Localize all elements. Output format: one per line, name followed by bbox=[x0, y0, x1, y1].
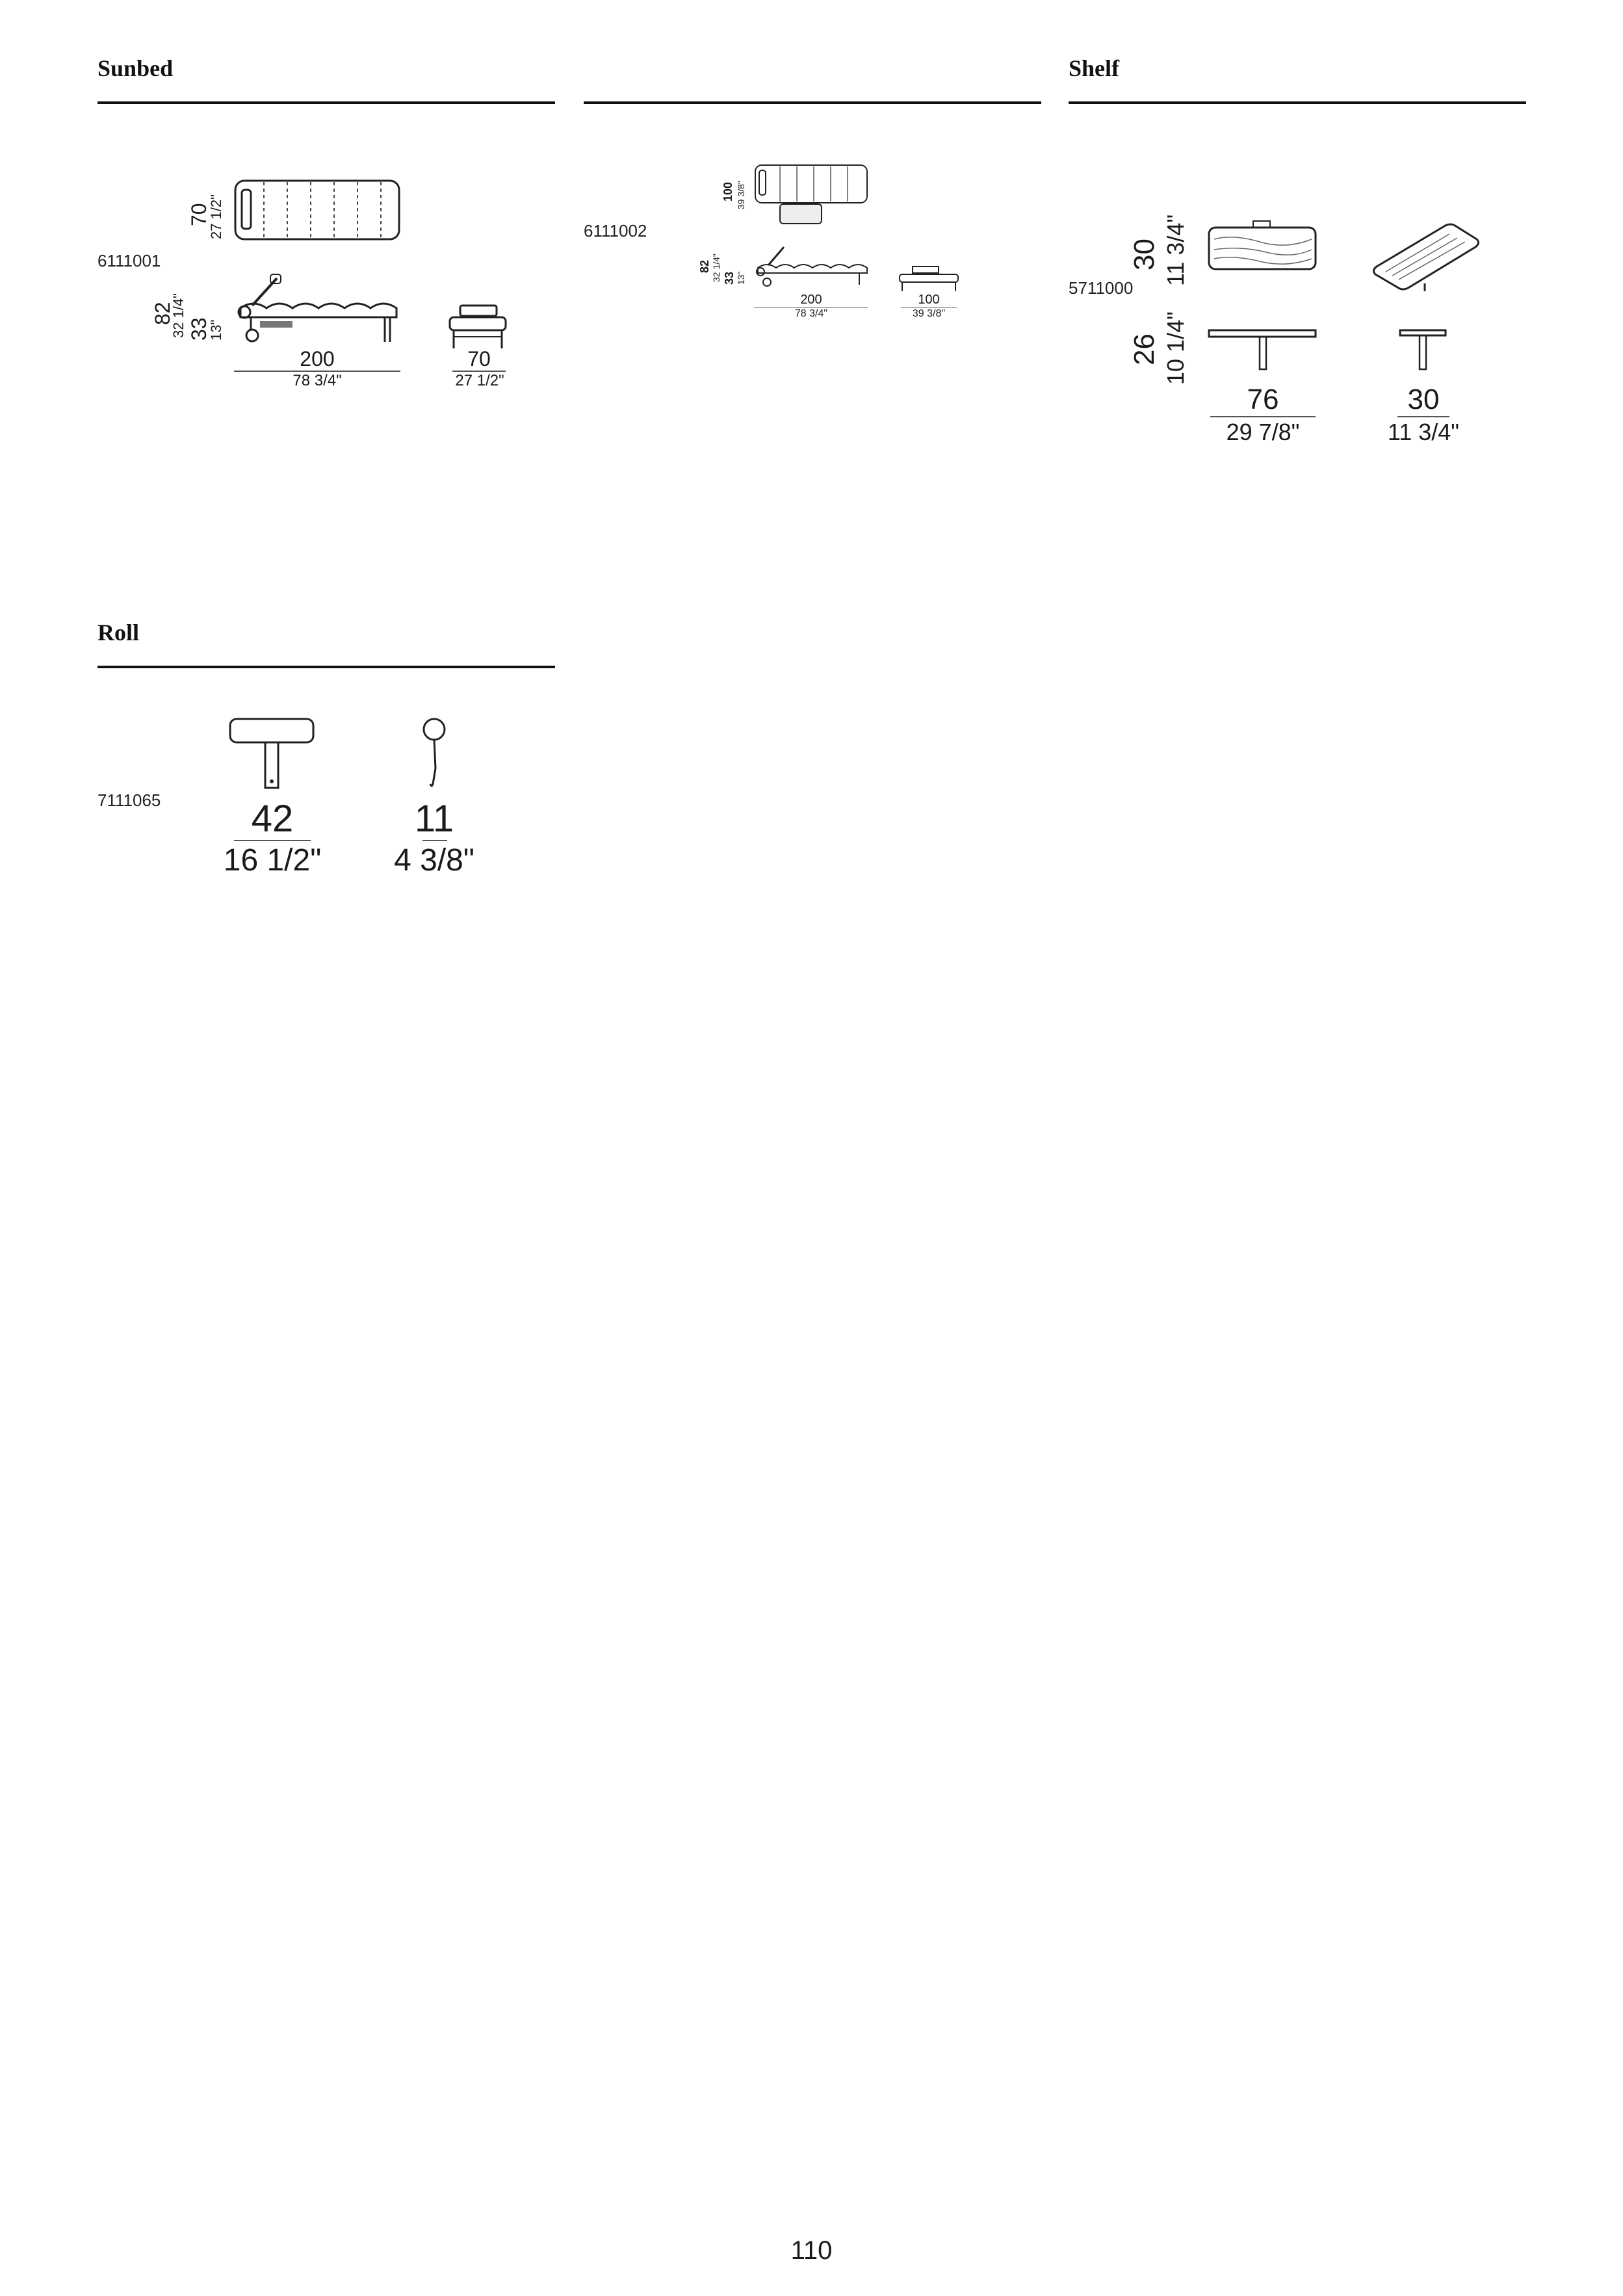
top-depth-cm: 70 bbox=[187, 203, 211, 226]
section-title-sunbed: Sunbed bbox=[97, 55, 174, 81]
front-width-cm: 100 bbox=[918, 293, 940, 307]
seat-height-cm: 33 bbox=[187, 317, 211, 341]
sunbed-wide-front-view-drawing bbox=[898, 265, 959, 291]
shelf-perspective-drawing bbox=[1373, 221, 1483, 293]
roll-front-view-drawing bbox=[229, 716, 316, 790]
roll-length-in: 16 1/2" bbox=[223, 843, 322, 878]
sunbed-top-view-drawing bbox=[234, 179, 400, 242]
side-height-cm: 82 bbox=[151, 302, 174, 325]
front-width-in: 27 1/2" bbox=[455, 372, 504, 389]
product-code: 7111065 bbox=[97, 790, 161, 810]
front-width-cm: 70 bbox=[467, 347, 491, 371]
shelf-height-in: 10 1/4" bbox=[1162, 311, 1189, 385]
roll-diameter-cm: 11 bbox=[414, 798, 454, 840]
shelf-side-width-in: 11 3/4" bbox=[1387, 419, 1460, 445]
seat-height-in: 13" bbox=[208, 319, 224, 341]
side-height-in: 32 1/4" bbox=[711, 254, 721, 282]
section-divider bbox=[97, 101, 555, 104]
length-cm: 200 bbox=[800, 293, 822, 307]
seat-height-cm: 33 bbox=[723, 271, 736, 285]
roll-diameter-in: 4 3/8" bbox=[394, 843, 474, 878]
page-number: 110 bbox=[790, 2236, 833, 2265]
product-code: 6111002 bbox=[584, 221, 647, 241]
dimension-line bbox=[234, 840, 311, 841]
shelf-height-cm: 26 bbox=[1128, 333, 1160, 365]
product-code: 6111001 bbox=[97, 251, 161, 270]
top-depth-cm: 100 bbox=[721, 181, 734, 202]
shelf-side-width-cm: 30 bbox=[1407, 384, 1440, 415]
shelf-width-cm: 76 bbox=[1247, 384, 1279, 415]
length-in: 78 3/4" bbox=[794, 308, 828, 319]
shelf-side-view-drawing bbox=[1397, 329, 1449, 371]
length-in: 78 3/4" bbox=[292, 372, 342, 389]
shelf-width-in: 29 7/8" bbox=[1226, 419, 1300, 445]
sunbed-wide-side-view-drawing bbox=[754, 244, 871, 286]
top-depth-in: 27 1/2" bbox=[208, 194, 224, 239]
sunbed-wide-top-view-drawing bbox=[754, 164, 868, 226]
side-height-in: 32 1/4" bbox=[170, 293, 187, 338]
front-width-in: 39 3/8" bbox=[912, 308, 946, 319]
shelf-depth-cm: 30 bbox=[1128, 239, 1160, 270]
dimension-line bbox=[422, 840, 447, 841]
side-height-cm: 82 bbox=[698, 259, 711, 273]
sunbed-front-view-drawing bbox=[448, 304, 507, 350]
section-divider bbox=[584, 101, 1041, 104]
section-divider bbox=[97, 666, 555, 668]
length-cm: 200 bbox=[300, 347, 335, 371]
dimension-line bbox=[1210, 416, 1316, 417]
shelf-depth-in: 11 3/4" bbox=[1162, 214, 1189, 286]
dimension-line bbox=[1397, 416, 1449, 417]
section-title-roll: Roll bbox=[97, 620, 140, 646]
product-code: 5711000 bbox=[1069, 278, 1134, 298]
section-title-shelf: Shelf bbox=[1069, 55, 1120, 81]
shelf-front-view-drawing bbox=[1208, 329, 1318, 371]
section-divider bbox=[1069, 101, 1526, 104]
roll-length-cm: 42 bbox=[251, 798, 294, 840]
seat-height-in: 13" bbox=[736, 271, 746, 285]
top-depth-in: 39 3/8" bbox=[736, 181, 746, 209]
shelf-top-view-drawing bbox=[1208, 220, 1318, 272]
roll-side-view-drawing bbox=[421, 716, 447, 790]
sunbed-side-view-drawing bbox=[234, 273, 403, 345]
